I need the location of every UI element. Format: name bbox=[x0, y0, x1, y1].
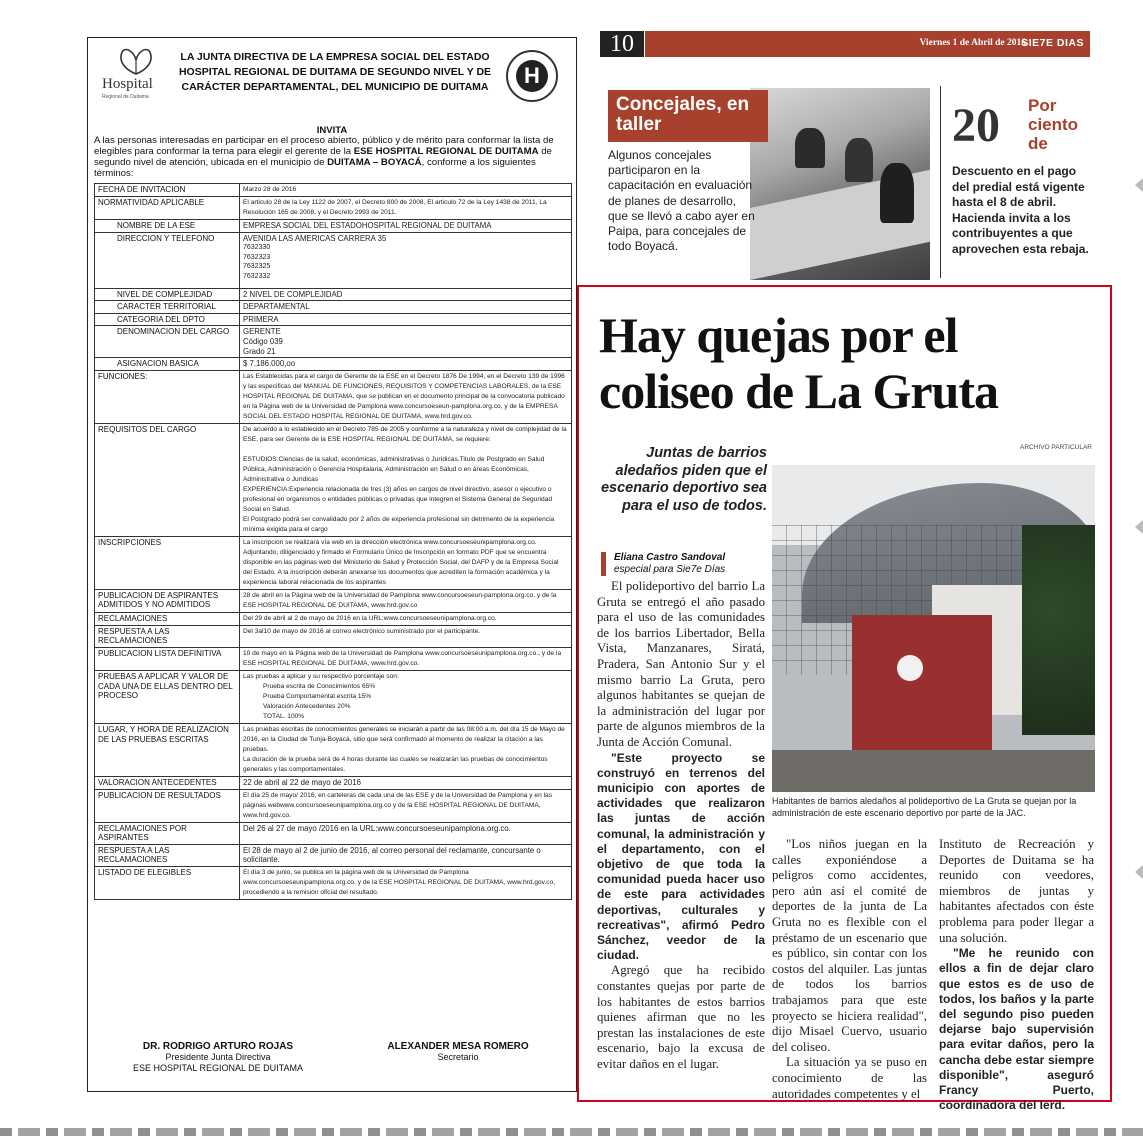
prueba-item: Prueba escrita de Conocimientos 65% bbox=[263, 682, 376, 690]
butterfly-icon bbox=[116, 44, 156, 78]
row-label: NOMBRE DE LA ESE bbox=[95, 220, 240, 233]
table-row bbox=[95, 723, 572, 776]
logo-subtitle: Regional de Duitama bbox=[102, 94, 149, 100]
row-label: PUBLICACION DE ASPIRANTES ADMITIDOS Y NO ADMITIDOS bbox=[95, 589, 240, 612]
row-value: 10 de mayo en la Página web de la Universidad de Pamplona www.concursoeseunipamplona.org.co., y de la ESE HOSPITAL REGIONAL DE DUITAMA, www.hrd.gov.co. bbox=[240, 647, 572, 670]
row-label: FECHA DE INVITACION bbox=[95, 184, 240, 197]
table-row bbox=[95, 184, 572, 197]
paragraph: "Me he reunido con ellos a fin de dejar claro que estos es de uso de todos, los baños y la parte del segundo piso pueden dejarse bajo supervisión para evitar daños, pero la cancha debe estar siempre disponible", aseguró Francy Puerto, coordinadora del Ierd. bbox=[939, 946, 1094, 1113]
row-value: DEPARTAMENTAL bbox=[240, 301, 572, 314]
intro-text: , conforme a los siguientes términos: bbox=[94, 157, 536, 179]
article-subtitle: Juntas de barrios aledaños piden que el escenario deportivo sea para el uso de todos. bbox=[600, 445, 767, 514]
coliseo-photo bbox=[772, 465, 1095, 792]
row-value: 2 NIVEL DE COMPLEJIDAD bbox=[240, 288, 572, 301]
codigo: Código 039 bbox=[243, 336, 283, 346]
terms-table bbox=[94, 183, 572, 900]
table-row bbox=[95, 220, 572, 233]
table-row bbox=[95, 232, 572, 288]
table-row bbox=[95, 612, 572, 625]
bottom-strip bbox=[0, 1128, 1143, 1136]
prueba-item: Valoración Antecedentes 20% bbox=[263, 702, 351, 710]
photo-credit: ARCHIVO PARTICULAR bbox=[1020, 444, 1092, 451]
concejales-brief bbox=[600, 80, 930, 280]
pruebas-text: Las pruebas a aplicar y su respectivo porcentaje son: bbox=[243, 672, 399, 680]
issue-date: Viernes 1 de Abril de 2016 bbox=[919, 38, 1026, 48]
signer-role: Secretario bbox=[437, 1052, 479, 1062]
row-label: NIVEL DE COMPLEJIDAD bbox=[95, 288, 240, 301]
row-label: DENOMINACION DEL CARGO bbox=[95, 326, 240, 358]
row-value: Del 3al10 de mayo de 2016 al correo electrónico suministrado por el participante. bbox=[240, 625, 572, 647]
lugar-text: La duración de la prueba será de 4 horas durante las cuales se realizarán las pruebas de conocimientos generales y las comportamentales. bbox=[243, 755, 548, 773]
table-row bbox=[95, 822, 572, 844]
table-row bbox=[95, 647, 572, 670]
phone: 7632330 bbox=[243, 244, 271, 252]
row-value: Del 29 de abril al 2 de mayo de 2016 en la URL:www.concursoeseunipamplona.org.co. bbox=[240, 612, 572, 625]
descuento-number: 20 bbox=[952, 99, 1000, 152]
intro-text: A las personas interesadas en participar en el proceso abierto, público y de mérito para conformar la lista de elegibles para conformar la terna para elegir el gerente de la bbox=[94, 135, 554, 157]
req-text: EXPERIENCIA:Experiencia relacionada de tres (3) años en cargos de nivel directivo, asesor o ejecutivo o profesional en organismos o entidades públicas o privadas que integren el Sistema General de Seguridad Social en Salud. bbox=[243, 485, 553, 513]
req-text: El Postgrado podrá ser convalidado por 2 años de experiencia profesional sin detrimento de la experiencia mínima exigida para el cargo bbox=[243, 515, 555, 533]
article-column-2 bbox=[772, 837, 927, 1102]
photo-caption: Habitantes de barrios aledaños al polideportivo de La Gruta se quejan por la administración de este escenario deportivo por parte de la JAC. bbox=[772, 796, 1077, 818]
phone: 7632332 bbox=[243, 272, 271, 280]
table-row bbox=[95, 301, 572, 314]
concejales-photo bbox=[750, 88, 930, 280]
signature-secretary bbox=[358, 1041, 558, 1063]
prueba-item: Prueba Comportamental escrita 15% bbox=[263, 692, 372, 700]
row-label: CATEGORIA DEL DPTO bbox=[95, 313, 240, 326]
intro-bold: DUITAMA – BOYACÁ bbox=[327, 157, 422, 168]
table-row bbox=[95, 589, 572, 612]
main-article bbox=[577, 285, 1112, 1113]
row-value bbox=[240, 423, 572, 536]
phone: 7632323 bbox=[243, 253, 271, 261]
row-value: EMPRESA SOCIAL DEL ESTADOHOSPITAL REGIONAL DE DUITAMA bbox=[240, 220, 572, 233]
paragraph: "Este proyecto se construyó en terrenos del municipio con aportes de actividades que realizaron las juntas de acción comunal, la administración y el departamento, con el objetivo de que toda la comunidad pueda hacer uso de este para actividades deportivas, culturales y recreativas", afirmó Pedro Sánchez, veedor de la ciudad. bbox=[597, 750, 765, 963]
row-label: PUBLICACION LISTA DEFINITIVA bbox=[95, 647, 240, 670]
row-value: 22 de abril al 22 de mayo de 2016 bbox=[240, 776, 572, 789]
table-row bbox=[95, 789, 572, 822]
table-row bbox=[95, 370, 572, 423]
row-label: FUNCIONES: bbox=[95, 370, 240, 423]
signer-role: Presidente Junta Directiva bbox=[165, 1052, 271, 1062]
table-row bbox=[95, 625, 572, 647]
concejales-title: Concejales, en taller bbox=[608, 90, 768, 142]
table-row bbox=[95, 326, 572, 358]
row-label: RESPUESTA A LAS RECLAMACIONES bbox=[95, 844, 240, 866]
table-row bbox=[95, 358, 572, 371]
signer-name: DR. RODRIGO ARTURO ROJAS bbox=[142, 1041, 294, 1052]
article-column-3 bbox=[939, 837, 1094, 1113]
newspaper-brand: SIE7E DIAS bbox=[1021, 37, 1084, 49]
paragraph: El polideportivo del barrio La Gruta se entregó el año pasado para el uso de las comunidades de los barrios Libertador, Bella Vista, Manzanares, Siratá, Pradera, San Antonio Sur y el mismo barrio La Gruta, pero algunos habitantes se quejan de la administración del lugar por parte de algunos miembros de la Junta de Acción Comunal. bbox=[597, 579, 765, 749]
row-value: La inscripción se realizará vía web en la dirección electrónica www.concursoeseunipamplona.org.co. Adjuntando, diligenciado y firmado el Formulario Único de Inscripción en formato PDF que se encuentra disponible en las páginas web del Ministerio de Salud y Protección Social, del DAFP y de la Empresa Social del Estado. A la inscripción deberán anexarse los documentos que acrediten la formación académica y la experiencia laboral relacionada de los aspirantes bbox=[240, 536, 572, 589]
grado: Grado 21 bbox=[243, 346, 276, 356]
row-label: ASIGNACION BASICA bbox=[95, 358, 240, 371]
signer-org: ESE HOSPITAL REGIONAL DE DUITAMA bbox=[132, 1063, 304, 1073]
req-text: De acuerdo a lo establecido en el Decreto 785 de 2005 y conforme a la naturaleza y nivel de complejidad de la ESE, para ser Gerente de la ESE HOSPITAL REGIONAL DE DUITAMA, se requiere: bbox=[243, 425, 567, 443]
table-row bbox=[95, 536, 572, 589]
row-label: PRUEBAS A APLICAR Y VALOR DE CADA UNA DE ELLAS DENTRO DEL PROCESO bbox=[95, 670, 240, 723]
row-label: CARACTER TERRITORIAL bbox=[95, 301, 240, 314]
row-label: LUGAR, Y HORA DE REALIZACION DE LAS PRUEBAS ESCRITAS bbox=[95, 723, 240, 776]
row-value: El articulo 28 de la Ley 1122 de 2007, el Decreto 800 de 2008, El articulo 72 de la Ley 1438 de 2011, La Resolución 165 de 2008, y el Decreto 2993 de 2011. bbox=[240, 197, 572, 220]
ad-title: LA JUNTA DIRECTIVA DE LA EMPRESA SOCIAL DEL ESTADO HOSPITAL REGIONAL DE DUITAMA DE SEGUNDO NIVEL Y DE CARÁCTER DEPARTAMENTAL, DEL MUNICIPIO DE DUITAMA bbox=[178, 51, 492, 93]
author-role: especial para Sie7e Días bbox=[614, 564, 726, 575]
table-row bbox=[95, 670, 572, 723]
row-label: RESPUESTA A LAS RECLAMACIONES bbox=[95, 625, 240, 647]
row-value: El día 25 de mayo/ 2016, en carteleras de cada una de las ESE y de la Universidad de Pamplona y en las páginas webwww.concursoeseunipamplona.org.co y de la ESE HOSPITAL REGIONAL DE DUITAMA, www.hrd.gov.co. bbox=[240, 789, 572, 822]
req-text: ESTUDIOS:Ciencias de la salud, económicas, administrativas o Jurídicas.Titulo de Postgrado en Salud Pública, Administración o Gerencia Hospitalaria, Administración en Salud o en áreas Económicas, Administrativa o Jurídicas bbox=[243, 455, 545, 483]
descuento-label: Por ciento de bbox=[1028, 96, 1079, 153]
row-value bbox=[240, 670, 572, 723]
article-title: Hay quejas por el coliseo de La Gruta bbox=[599, 307, 999, 419]
logo-name: Hospital bbox=[102, 76, 153, 92]
table-row bbox=[95, 776, 572, 789]
paragraph: La situación ya se puso en conocimiento de las autoridades competentes y el bbox=[772, 1055, 927, 1101]
hospital-notice-ad bbox=[87, 37, 577, 1092]
paragraph: "Los niños juegan en la calles exponiéndose a peligros como accidentes, pero aún así el comité de deportes de la junta de La Gruta no es flexible con el préstamo de un escenario que es público, sin contar con los costos del alquiler. Las juntas de todos los barrios trabajamos para que este proyecto se hiciera realidad", dijo Misael Cuervo, usuario del coliseo. bbox=[772, 837, 927, 1054]
ad-intro bbox=[94, 135, 572, 179]
prueba-total: TOTAL. 100% bbox=[263, 712, 305, 720]
intro-text: de segundo nivel de atención, ubicada en el municipio de bbox=[94, 146, 552, 168]
lugar-text: Las pruebas escritas de conocimientos generales se iniciarán a partir de las 08:00 a.m. del día 15 de Mayo de 2016, en la Ciudad de Tunja-Boyacá, sitio que será confirmado al momento de realizar la citación a las pruebas. bbox=[243, 725, 565, 753]
invita-heading: INVITA bbox=[316, 125, 348, 136]
row-value: Las Establecidas para el cargo de Gerente de la ESE en el Decreto 1876 De 1994, en el Decreto 139 de 1996 y las especificas del MANUAL DE FUNCIONES, REQUISITOS Y COMPETENCIAS LABORALES, de la ESE HOSPITAL REGIONAL DE DUITAMA, que se publican en el documento principal de la convocatoria publicado en la Página web de la Universidad de Pamplona www.concursoeseun-pamplona.org.co, y de la EMPRESA SOCIAL DEL ESTADO HOSPITAL REGIONAL DE DUITAMA, www.hrd.gov.co. bbox=[240, 370, 572, 423]
author-name: Eliana Castro Sandoval bbox=[614, 552, 726, 563]
row-value: Del 26 al 27 de mayo /2016 en la URL:www.concursoeseunipamplona.org.co. bbox=[240, 822, 572, 844]
signer-name: ALEXANDER MESA ROMERO bbox=[387, 1041, 529, 1052]
table-row bbox=[95, 288, 572, 301]
page-number: 10 bbox=[600, 31, 644, 57]
descuento-text: Descuento en el pago del predial está vigente hasta el 8 de abril. Hacienda invita a los contribuyentes a que aprovechen esta rebaja. bbox=[952, 164, 1089, 256]
article-column-1 bbox=[597, 579, 765, 1073]
row-label: VALORACION ANTECEDENTES bbox=[95, 776, 240, 789]
table-row bbox=[95, 423, 572, 536]
row-value bbox=[240, 232, 572, 288]
table-row bbox=[95, 866, 572, 899]
phone: 7632325 bbox=[243, 263, 271, 271]
row-label: PUBLICACION DE RESULTADOS bbox=[95, 789, 240, 822]
row-value: Marzo 28 de 2016 bbox=[240, 184, 572, 197]
row-value: $ 7.186.000,oo bbox=[240, 358, 572, 371]
page-edge-mark bbox=[1135, 178, 1143, 192]
page-edge-mark bbox=[1135, 865, 1143, 879]
row-value: 28 de abril en la Página web de la Universidad de Pamplona www.concursoeseun-pamplona.org.co. y de la ESE HOSPITAL REGIONAL DE DUITAMA, www.hrd.gov.co bbox=[240, 589, 572, 612]
signature-president bbox=[108, 1041, 328, 1074]
seal-letter: H bbox=[516, 60, 548, 92]
page-edge-mark bbox=[1135, 520, 1143, 534]
table-row bbox=[95, 197, 572, 220]
row-label: REQUISITOS DEL CARGO bbox=[95, 423, 240, 536]
row-label: RECLAMACIONES POR ASPIRANTES bbox=[95, 822, 240, 844]
descuento-brief bbox=[940, 80, 1090, 280]
row-value bbox=[240, 723, 572, 776]
page-header-bar bbox=[645, 31, 1090, 57]
intro-bold: ESE HOSPITAL REGIONAL DE DUITAMA bbox=[353, 146, 539, 157]
row-value: El 28 de mayo al 2 de junio de 2016, al correo personal del reclamante, concursante o solicitante. bbox=[240, 844, 572, 866]
cargo: GERENTE bbox=[243, 327, 281, 337]
row-label: LISTADO DE ELEGIBLES bbox=[95, 866, 240, 899]
row-label: INSCRIPCIONES bbox=[95, 536, 240, 589]
table-row bbox=[95, 844, 572, 866]
row-value: PRIMERA bbox=[240, 313, 572, 326]
byline bbox=[601, 552, 761, 576]
address: AVENIDA LAS AMERICAS CARRERA 35 bbox=[243, 233, 387, 243]
row-value: El día 3 de junio, se publica en la página web de la Universidad de Pamplona www.concursoeseunipamplona.org.co, y de la ESE HOSPITAL REGIONAL DE DUITAMA, www.hrd.gov.co, procediendo a la remisión oficial del resultado. bbox=[240, 866, 572, 899]
row-label: RECLAMACIONES bbox=[95, 612, 240, 625]
concejales-text: Algunos concejales participaron en la capacitación en evaluación de planes de desarrollo, que se llevó a cabo ayer en Paipa, para concejales de todo Boyacá. bbox=[608, 148, 755, 254]
row-label: DIRECCION Y TELEFONO bbox=[95, 232, 240, 288]
paragraph: Agregó que ha recibido constantes quejas por parte de los habitantes de estos barrios quienes afirman que no les prestan las instalaciones de este escenario, bajo la excusa de evitar daños en el lugar. bbox=[597, 963, 765, 1071]
hospital-logo bbox=[96, 44, 178, 116]
row-label: NORMATIVIDAD APLICABLE bbox=[95, 197, 240, 220]
paragraph: Instituto de Recreación y Deportes de Duitama se ha reunido con veedores, miembros de juntas y habitantes afectados con éste problema para poder llegar a una solución. bbox=[939, 837, 1094, 945]
row-value bbox=[240, 326, 572, 358]
hospital-seal bbox=[506, 50, 558, 102]
table-row bbox=[95, 313, 572, 326]
